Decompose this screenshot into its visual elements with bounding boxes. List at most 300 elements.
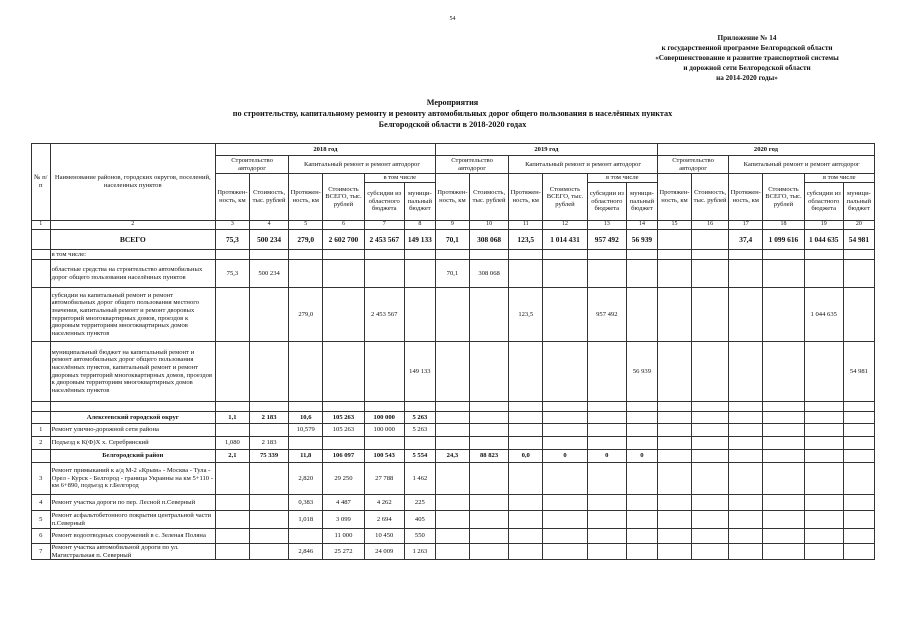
- value-cell: 70,1: [435, 230, 469, 250]
- header-including: в том числе: [364, 174, 435, 183]
- value-cell: [843, 402, 874, 412]
- value-cell: 1 462: [404, 463, 435, 495]
- table-row: [32, 250, 875, 260]
- column-number: 13: [587, 221, 626, 230]
- value-cell: 27 788: [364, 463, 404, 495]
- value-cell: [729, 412, 763, 424]
- value-cell: 4 262: [364, 495, 404, 511]
- column-number: 12: [543, 221, 587, 230]
- value-cell: [323, 402, 364, 412]
- value-cell: [843, 495, 874, 511]
- value-cell: [509, 260, 543, 288]
- value-cell: [763, 544, 804, 560]
- value-cell: [469, 544, 508, 560]
- value-cell: [323, 260, 364, 288]
- table-row: [32, 463, 875, 495]
- value-cell: [215, 424, 249, 437]
- header-cost: Стоимость, тыс. рублей: [249, 174, 288, 221]
- value-cell: [249, 250, 288, 260]
- value-cell: [509, 437, 543, 450]
- value-cell: 5 263: [404, 412, 435, 424]
- value-cell: 100 000: [364, 424, 404, 437]
- table-row: [32, 342, 875, 402]
- row-name: областные средства на строительство автомобильных дорог общего пользования населённых пунктов: [50, 260, 215, 288]
- value-cell: [587, 402, 626, 412]
- value-cell: [543, 511, 587, 529]
- value-cell: [587, 260, 626, 288]
- district-row: [32, 412, 875, 424]
- value-cell: [804, 511, 843, 529]
- value-cell: [626, 495, 657, 511]
- row-name: Ремонт участка автомобильной дороги по ул. Магистральная п. Северный: [50, 544, 215, 560]
- value-cell: [404, 250, 435, 260]
- value-cell: [249, 544, 288, 560]
- value-cell: 2,846: [289, 544, 323, 560]
- value-cell: 4 487: [323, 495, 364, 511]
- value-cell: [435, 463, 469, 495]
- row-number: 5: [32, 511, 51, 529]
- value-cell: [804, 495, 843, 511]
- value-cell: [729, 424, 763, 437]
- column-number: 6: [323, 221, 364, 230]
- value-cell: [469, 250, 508, 260]
- table-row: [32, 424, 875, 437]
- value-cell: 11,8: [289, 450, 323, 463]
- value-cell: 123,5: [509, 230, 543, 250]
- header-repair: Капитальный ремонт и ремонт автодорог: [729, 156, 875, 174]
- row-name: [50, 402, 215, 412]
- value-cell: [215, 402, 249, 412]
- value-cell: [804, 437, 843, 450]
- table-row: [32, 495, 875, 511]
- value-cell: 5 263: [404, 424, 435, 437]
- row-name: Ремонт асфальтобетонного покрытия центральной части п.Северный: [50, 511, 215, 529]
- header-including: в том числе: [804, 174, 874, 183]
- value-cell: 37,4: [729, 230, 763, 250]
- value-cell: 123,5: [509, 288, 543, 342]
- value-cell: 0,383: [289, 495, 323, 511]
- value-cell: 550: [404, 529, 435, 544]
- value-cell: 75,3: [215, 230, 249, 250]
- value-cell: [543, 495, 587, 511]
- value-cell: [843, 463, 874, 495]
- row-name: Ремонт улично-дорожной сети района: [50, 424, 215, 437]
- column-number: 2: [50, 221, 215, 230]
- value-cell: [657, 260, 691, 288]
- value-cell: [729, 402, 763, 412]
- value-cell: [843, 260, 874, 288]
- value-cell: [692, 424, 729, 437]
- column-number: 3: [215, 221, 249, 230]
- value-cell: [692, 342, 729, 402]
- value-cell: [469, 424, 508, 437]
- value-cell: [763, 288, 804, 342]
- value-cell: [843, 250, 874, 260]
- value-cell: [509, 424, 543, 437]
- value-cell: [435, 342, 469, 402]
- value-cell: [323, 250, 364, 260]
- value-cell: [404, 288, 435, 342]
- value-cell: [657, 495, 691, 511]
- value-cell: 1 044 635: [804, 288, 843, 342]
- value-cell: [249, 402, 288, 412]
- value-cell: 0: [543, 450, 587, 463]
- value-cell: [763, 342, 804, 402]
- value-cell: [289, 402, 323, 412]
- row-number: [32, 342, 51, 402]
- value-cell: [692, 288, 729, 342]
- value-cell: [692, 412, 729, 424]
- column-number: 14: [626, 221, 657, 230]
- value-cell: [215, 495, 249, 511]
- header-length: Протяжен-ность, км: [509, 174, 543, 221]
- value-cell: [626, 288, 657, 342]
- value-cell: 2 453 567: [364, 288, 404, 342]
- value-cell: [626, 402, 657, 412]
- value-cell: [843, 511, 874, 529]
- value-cell: [843, 529, 874, 544]
- header-subsidy: субсидии из областного бюджета: [587, 183, 626, 221]
- value-cell: [804, 529, 843, 544]
- value-cell: [587, 511, 626, 529]
- value-cell: [804, 544, 843, 560]
- value-cell: [289, 529, 323, 544]
- value-cell: [626, 412, 657, 424]
- value-cell: [692, 230, 729, 250]
- value-cell: 957 492: [587, 230, 626, 250]
- value-cell: [657, 529, 691, 544]
- table-body: [32, 230, 875, 560]
- value-cell: [404, 260, 435, 288]
- value-cell: [804, 250, 843, 260]
- value-cell: [509, 342, 543, 402]
- value-cell: 957 492: [587, 288, 626, 342]
- value-cell: [729, 250, 763, 260]
- value-cell: [215, 511, 249, 529]
- column-number-row: [32, 221, 875, 230]
- column-number: 20: [843, 221, 874, 230]
- row-number: 3: [32, 463, 51, 495]
- value-cell: 279,0: [289, 230, 323, 250]
- row-number: [32, 450, 51, 463]
- value-cell: 75 339: [249, 450, 288, 463]
- title-line: по строительству, капитальному ремонту и ремонту автомобильных дорог общего пользования в населённых пунктах: [232, 109, 673, 118]
- value-cell: [626, 511, 657, 529]
- value-cell: [843, 437, 874, 450]
- value-cell: [289, 260, 323, 288]
- value-cell: [509, 412, 543, 424]
- value-cell: [323, 288, 364, 342]
- value-cell: [587, 342, 626, 402]
- column-number: 7: [364, 221, 404, 230]
- column-number: 8: [404, 221, 435, 230]
- value-cell: 105 263: [323, 424, 364, 437]
- row-name: муниципальный бюджет на капитальный ремонт и ремонт автомобильных дорог общего пользования населённых пунктов, капитальный ремонт и ремонт дворовых территорий многоквартирных домов, проездов к дворовым территориям многоквартирных домов населённых пунктов: [50, 342, 215, 402]
- value-cell: [657, 437, 691, 450]
- header-cost-total: Стоимость ВСЕГО, тыс. рублей: [543, 174, 587, 221]
- header-length: Протяжен-ность, км: [657, 174, 691, 221]
- row-number: [32, 250, 51, 260]
- value-cell: 88 823: [469, 450, 508, 463]
- value-cell: [763, 437, 804, 450]
- value-cell: [692, 495, 729, 511]
- value-cell: [249, 424, 288, 437]
- header-num: № п/п: [32, 144, 51, 221]
- value-cell: 56 939: [626, 230, 657, 250]
- title-line: Белгородской области в 2018-2020 годах: [378, 120, 527, 129]
- row-number: 1: [32, 424, 51, 437]
- value-cell: [249, 288, 288, 342]
- value-cell: [763, 463, 804, 495]
- column-number: 15: [657, 221, 691, 230]
- value-cell: 1 099 616: [763, 230, 804, 250]
- value-cell: 75,3: [215, 260, 249, 288]
- value-cell: [509, 544, 543, 560]
- row-name: Алексеевский городской округ: [50, 412, 215, 424]
- header-length: Протяжен-ность, км: [435, 174, 469, 221]
- value-cell: [729, 529, 763, 544]
- value-cell: [435, 544, 469, 560]
- header-length: Протяжен-ность, км: [729, 174, 763, 221]
- value-cell: [469, 437, 508, 450]
- value-cell: 106 097: [323, 450, 364, 463]
- value-cell: 405: [404, 511, 435, 529]
- value-cell: 1,1: [215, 412, 249, 424]
- value-cell: 29 250: [323, 463, 364, 495]
- column-number: 10: [469, 221, 508, 230]
- header-repair: Капитальный ремонт и ремонт автодорог: [509, 156, 658, 174]
- value-cell: 10,6: [289, 412, 323, 424]
- value-cell: [509, 250, 543, 260]
- value-cell: [763, 450, 804, 463]
- row-number: [32, 230, 51, 250]
- value-cell: [364, 402, 404, 412]
- value-cell: [804, 412, 843, 424]
- row-number: [32, 260, 51, 288]
- column-number: 5: [289, 221, 323, 230]
- column-number: 1: [32, 221, 51, 230]
- page-number: 54: [449, 16, 456, 22]
- value-cell: [626, 437, 657, 450]
- value-cell: [763, 260, 804, 288]
- value-cell: [763, 250, 804, 260]
- value-cell: [509, 529, 543, 544]
- value-cell: [763, 529, 804, 544]
- value-cell: 2,1: [215, 450, 249, 463]
- value-cell: [729, 288, 763, 342]
- value-cell: 70,1: [435, 260, 469, 288]
- table-row: [32, 402, 875, 412]
- header-municipal: муници-пальный бюджет: [404, 183, 435, 221]
- value-cell: [692, 450, 729, 463]
- value-cell: 54 981: [843, 230, 874, 250]
- value-cell: [469, 288, 508, 342]
- row-name: Подъезд к К(Ф)Х х. Серебрянский: [50, 437, 215, 450]
- document-title: [150, 97, 755, 130]
- value-cell: [364, 342, 404, 402]
- value-cell: [543, 463, 587, 495]
- row-name: субсидии на капитальный ремонт и ремонт автомобильных дорог общего пользования местного значения, капитальный ремонт и ремонт дворовых территорий многоквартирных домов, проездов к дворовым территориям многоквартирных домов населенных пунктов: [50, 288, 215, 342]
- row-name: Белгородский район: [50, 450, 215, 463]
- value-cell: [543, 529, 587, 544]
- header-subsidy: субсидии из областного бюджета: [364, 183, 404, 221]
- value-cell: 100 543: [364, 450, 404, 463]
- header-repair: Капитальный ремонт и ремонт автодорог: [289, 156, 436, 174]
- value-cell: 56 939: [626, 342, 657, 402]
- value-cell: [543, 402, 587, 412]
- value-cell: [729, 260, 763, 288]
- value-cell: 3 099: [323, 511, 364, 529]
- value-cell: [804, 450, 843, 463]
- header-year-2018: 2018 год: [215, 144, 435, 156]
- value-cell: 149 133: [404, 342, 435, 402]
- value-cell: [587, 529, 626, 544]
- value-cell: [626, 544, 657, 560]
- value-cell: [692, 260, 729, 288]
- column-number: 17: [729, 221, 763, 230]
- value-cell: 500 234: [249, 230, 288, 250]
- value-cell: [587, 495, 626, 511]
- value-cell: [543, 342, 587, 402]
- row-name: Ремонт примыканий к а/д М-2 «Крым» - Москва - Тула - Орел - Курск - Белгород - граница Украины на км 5+110 - км 6+890, подъезд к г.Белгород: [50, 463, 215, 495]
- value-cell: [215, 342, 249, 402]
- total-row: [32, 230, 875, 250]
- appendix-line: «Совершенствование и развитие транспортной системы: [655, 54, 839, 62]
- value-cell: [469, 342, 508, 402]
- value-cell: [543, 544, 587, 560]
- column-number: 19: [804, 221, 843, 230]
- value-cell: [469, 511, 508, 529]
- value-cell: 279,0: [289, 288, 323, 342]
- value-cell: [469, 463, 508, 495]
- value-cell: [729, 511, 763, 529]
- value-cell: [509, 402, 543, 412]
- value-cell: [804, 424, 843, 437]
- value-cell: [249, 511, 288, 529]
- value-cell: [657, 511, 691, 529]
- header-municipal: муници-пальный бюджет: [843, 183, 874, 221]
- row-number: [32, 402, 51, 412]
- value-cell: [469, 495, 508, 511]
- value-cell: [435, 250, 469, 260]
- value-cell: 0: [626, 450, 657, 463]
- appendix-line: к государственной программе Белгородской области: [661, 44, 833, 52]
- header-length: Протяжен-ность, км: [289, 174, 323, 221]
- value-cell: [763, 511, 804, 529]
- row-number: [32, 412, 51, 424]
- value-cell: [509, 495, 543, 511]
- value-cell: [692, 250, 729, 260]
- value-cell: 25 272: [323, 544, 364, 560]
- value-cell: [509, 463, 543, 495]
- row-number: 6: [32, 529, 51, 544]
- value-cell: 2 694: [364, 511, 404, 529]
- table-row: [32, 288, 875, 342]
- value-cell: [587, 412, 626, 424]
- value-cell: [543, 260, 587, 288]
- value-cell: [692, 437, 729, 450]
- column-number: 4: [249, 221, 288, 230]
- value-cell: [215, 529, 249, 544]
- value-cell: [289, 342, 323, 402]
- header-subsidy: субсидии из областного бюджета: [804, 183, 843, 221]
- value-cell: [435, 437, 469, 450]
- value-cell: [509, 511, 543, 529]
- value-cell: 308 068: [469, 230, 508, 250]
- value-cell: 0,0: [509, 450, 543, 463]
- header-cost: Стоимость, тыс. рублей: [692, 174, 729, 221]
- value-cell: [692, 402, 729, 412]
- value-cell: 1,080: [215, 437, 249, 450]
- value-cell: [626, 529, 657, 544]
- row-name: ВСЕГО: [50, 230, 215, 250]
- value-cell: [543, 288, 587, 342]
- header-construction: Строительство автодорог: [435, 156, 508, 174]
- value-cell: [249, 495, 288, 511]
- row-number: 4: [32, 495, 51, 511]
- value-cell: [729, 544, 763, 560]
- value-cell: [215, 544, 249, 560]
- value-cell: [543, 412, 587, 424]
- header-cost-total: Стоимость ВСЕГО, тыс. рублей: [323, 174, 364, 221]
- value-cell: 24,3: [435, 450, 469, 463]
- value-cell: [289, 250, 323, 260]
- value-cell: [435, 288, 469, 342]
- title-line: Мероприятия: [426, 98, 479, 107]
- value-cell: [692, 544, 729, 560]
- appendix-line: Приложение № 14: [717, 34, 777, 42]
- value-cell: [587, 544, 626, 560]
- value-cell: [289, 437, 323, 450]
- header-year-2019: 2019 год: [435, 144, 657, 156]
- table-row: [32, 529, 875, 544]
- row-name: в том числе:: [50, 250, 215, 260]
- value-cell: [469, 412, 508, 424]
- value-cell: [626, 250, 657, 260]
- value-cell: [626, 424, 657, 437]
- header-cost-total: Стоимость ВСЕГО, тыс. рублей: [763, 174, 804, 221]
- row-name: Ремонт участка дороги по пер. Лесной п.Северный: [50, 495, 215, 511]
- value-cell: [657, 402, 691, 412]
- value-cell: 5 554: [404, 450, 435, 463]
- value-cell: 24 009: [364, 544, 404, 560]
- value-cell: 105 263: [323, 412, 364, 424]
- column-number: 11: [509, 221, 543, 230]
- value-cell: [729, 342, 763, 402]
- value-cell: [657, 342, 691, 402]
- value-cell: [763, 412, 804, 424]
- table-row: [32, 544, 875, 560]
- value-cell: 1 014 431: [543, 230, 587, 250]
- column-number: 16: [692, 221, 729, 230]
- value-cell: [657, 424, 691, 437]
- value-cell: 1 044 635: [804, 230, 843, 250]
- value-cell: [657, 450, 691, 463]
- value-cell: [215, 463, 249, 495]
- value-cell: [435, 402, 469, 412]
- value-cell: [587, 437, 626, 450]
- row-number: 7: [32, 544, 51, 560]
- value-cell: [843, 450, 874, 463]
- value-cell: [435, 495, 469, 511]
- district-row: [32, 450, 875, 463]
- value-cell: [729, 463, 763, 495]
- value-cell: [657, 412, 691, 424]
- value-cell: [692, 529, 729, 544]
- value-cell: [729, 437, 763, 450]
- value-cell: 308 068: [469, 260, 508, 288]
- value-cell: [843, 412, 874, 424]
